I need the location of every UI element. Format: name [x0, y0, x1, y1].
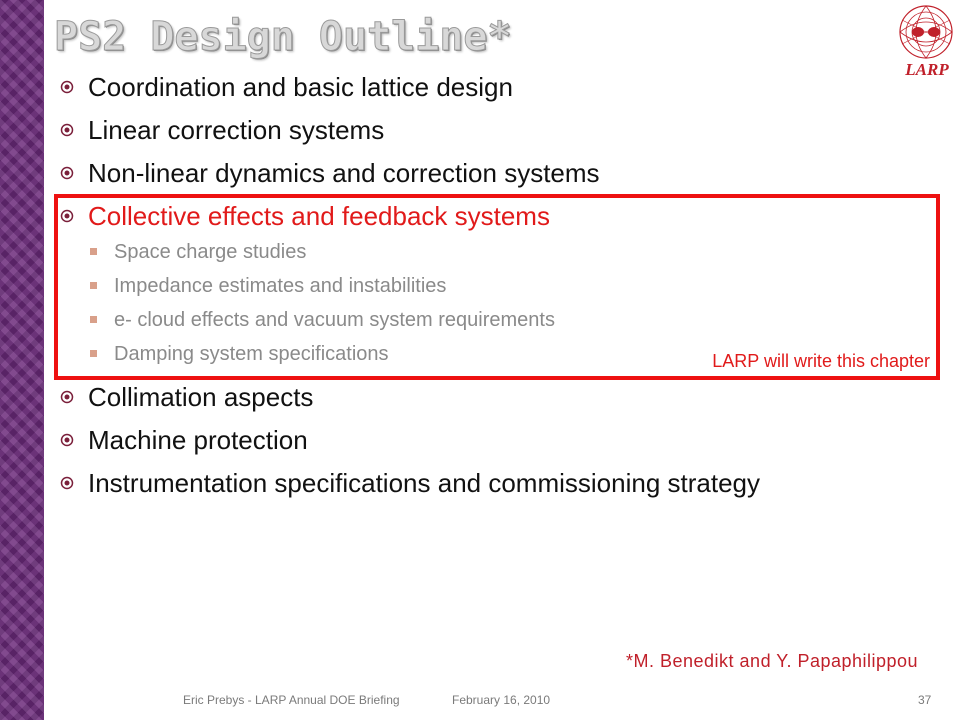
sub-bullet-text: Space charge studies [114, 241, 307, 263]
sub-bullet-text: Impedance estimates and instabilities [114, 275, 447, 297]
sub-bullet-item [60, 308, 900, 332]
page-number: 37 [918, 693, 932, 707]
bullet-item [60, 115, 900, 146]
circle-bullet-icon [60, 123, 74, 137]
bullet-item [60, 425, 900, 456]
circle-bullet-icon [60, 390, 74, 404]
decorative-sidebar [0, 0, 44, 720]
square-bullet-icon [90, 316, 97, 323]
sub-bullet-item [60, 274, 900, 298]
bullet-item [60, 468, 808, 499]
footer-author: Eric Prebys - LARP Annual DOE Briefing [183, 693, 400, 707]
square-bullet-icon [90, 350, 97, 357]
sub-bullet-text: e- cloud effects and vacuum system requirements [114, 309, 555, 331]
bullet-text: Coordination and basic lattice design [88, 72, 513, 102]
sub-bullet-item [60, 240, 900, 264]
bullet-text: Collective effects and feedback systems [88, 201, 550, 231]
bullet-item-highlighted [60, 201, 900, 232]
circle-bullet-icon [60, 433, 74, 447]
square-bullet-icon [90, 248, 97, 255]
slide-title: PS2 Design Outline* [54, 14, 512, 60]
bullet-text: Non-linear dynamics and correction systems [88, 158, 600, 188]
bullet-text: Linear correction systems [88, 115, 385, 145]
circle-bullet-icon [60, 166, 74, 180]
bullet-item [60, 158, 900, 189]
larp-logo-text: LARP [905, 60, 949, 79]
bullet-text: Collimation aspects [88, 382, 314, 412]
bullet-text: Machine protection [88, 425, 308, 455]
credit-text: *M. Benedikt and Y. Papaphilippou [626, 651, 919, 671]
circle-bullet-icon [60, 209, 74, 223]
sub-bullet-text: Damping system specifications [114, 343, 389, 365]
square-bullet-icon [90, 282, 97, 289]
circle-bullet-icon [60, 476, 74, 490]
footer-date: February 16, 2010 [452, 693, 551, 707]
bullet-list [60, 72, 900, 511]
box-annotation: LARP will write this chapter [712, 351, 930, 371]
bullet-item [60, 72, 900, 103]
bullet-text: Instrumentation specifications and commissioning strategy [88, 468, 760, 498]
bullet-item [60, 382, 900, 413]
circle-bullet-icon [60, 80, 74, 94]
